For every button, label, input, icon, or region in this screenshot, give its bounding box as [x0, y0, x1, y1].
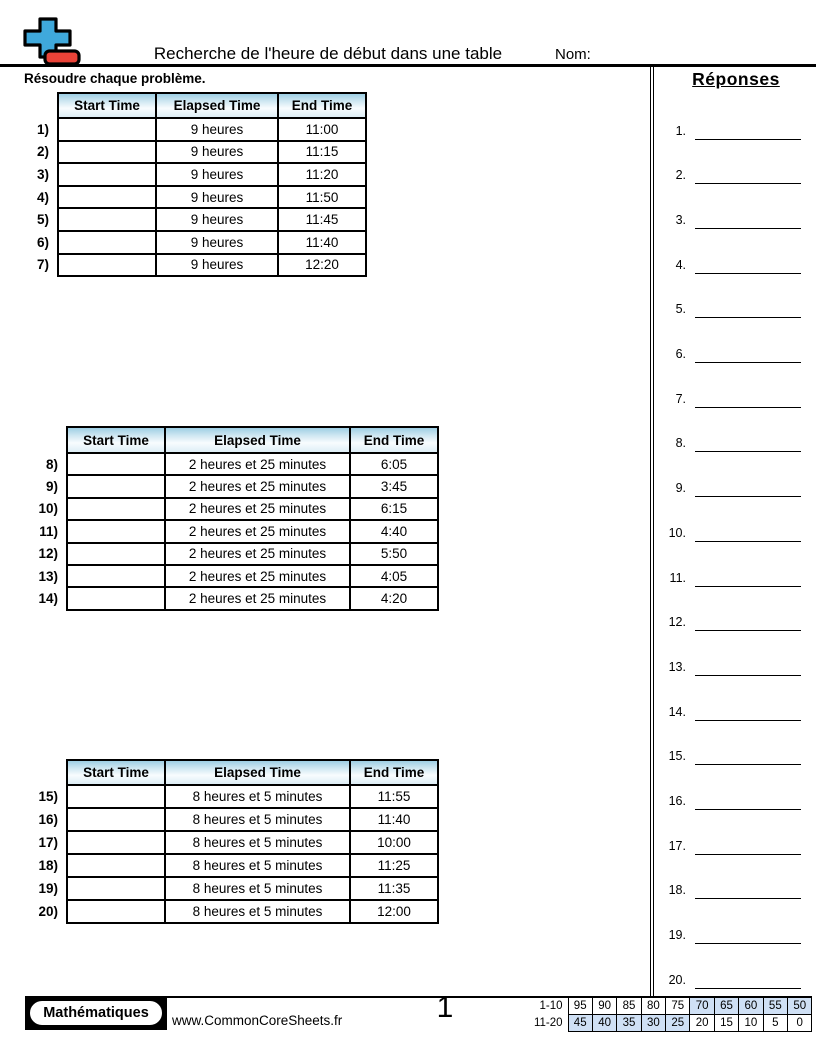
answer-blank-line — [695, 615, 801, 631]
score-row — [530, 998, 812, 1015]
answer-number: 18. — [668, 883, 686, 898]
problem-number: 7) — [36, 257, 49, 273]
score-cell: 75 — [666, 998, 690, 1015]
table-row — [24, 475, 438, 497]
answer-blank-line — [695, 705, 801, 721]
answer-item — [655, 839, 801, 861]
score-cell: 80 — [641, 998, 665, 1015]
answer-blank-line — [695, 526, 801, 542]
score-cell: 20 — [690, 1015, 714, 1032]
answer-blank-line — [695, 124, 801, 140]
brand-name: Mathématiques — [28, 999, 164, 1027]
end-time-cell: 11:55 — [350, 785, 438, 808]
score-cell: 45 — [568, 1015, 592, 1032]
answer-number: 1. — [675, 123, 686, 138]
problem-number: 6) — [36, 234, 49, 250]
answer-number: 5. — [675, 302, 686, 317]
header-spacer — [24, 760, 67, 785]
elapsed-time-cell: 9 heures — [156, 186, 278, 209]
page-title: Recherche de l'heure de début dans une table — [153, 44, 503, 63]
start-time-cell — [58, 163, 156, 186]
table-row — [24, 808, 438, 831]
end-time-cell: 12:20 — [278, 254, 366, 277]
start-time-cell — [67, 831, 165, 854]
end-time-cell: 11:40 — [350, 808, 438, 831]
problem-number: 20) — [38, 904, 58, 919]
table-row — [24, 854, 438, 877]
score-range-label: 1-10 — [539, 1000, 563, 1012]
score-cell: 0 — [788, 1015, 812, 1032]
answer-blank-line — [695, 839, 801, 855]
problem-number: 13) — [38, 568, 58, 584]
end-time-cell: 11:50 — [278, 186, 366, 209]
header-divider — [0, 64, 816, 67]
start-time-cell — [67, 475, 165, 497]
answer-blank-line — [695, 794, 801, 810]
score-cell: 10 — [739, 1015, 763, 1032]
table-row — [24, 565, 438, 587]
header-spacer — [24, 93, 58, 118]
start-time-cell — [67, 854, 165, 877]
header-spacer — [24, 427, 67, 453]
problem-number: 9) — [45, 479, 58, 495]
score-cell: 40 — [592, 1015, 616, 1032]
elapsed-time-cell: 2 heures et 25 minutes — [165, 453, 350, 475]
answer-blank-line — [695, 481, 801, 497]
end-time-cell: 11:40 — [278, 231, 366, 254]
start-time-cell — [67, 785, 165, 808]
answer-number: 9. — [675, 481, 686, 496]
problem-number: 12) — [38, 546, 58, 562]
start-time-cell — [67, 877, 165, 900]
column-header-end-time: End Time — [350, 760, 438, 785]
answer-item — [655, 705, 801, 727]
score-cell: 70 — [690, 998, 714, 1015]
column-header-start-time: Start Time — [67, 427, 165, 453]
answer-number: 14. — [668, 704, 686, 719]
elapsed-time-cell: 2 heures et 25 minutes — [165, 587, 350, 609]
elapsed-time-cell: 8 heures et 5 minutes — [165, 877, 350, 900]
page-number: 1 — [436, 991, 454, 1024]
answer-number: 6. — [675, 347, 686, 361]
answer-item — [655, 973, 801, 995]
elapsed-time-cell: 8 heures et 5 minutes — [165, 808, 350, 831]
table-row — [24, 208, 366, 231]
start-time-cell — [67, 498, 165, 520]
answer-number: 17. — [668, 838, 686, 853]
problem-number: 17) — [38, 835, 58, 850]
column-header-elapsed-time: Elapsed Time — [165, 427, 350, 453]
table-row — [24, 141, 366, 164]
elapsed-time-cell: 2 heures et 25 minutes — [165, 565, 350, 587]
elapsed-time-cell: 2 heures et 25 minutes — [165, 543, 350, 565]
answer-item — [655, 213, 801, 235]
elapsed-time-cell: 9 heures — [156, 231, 278, 254]
table-row — [24, 900, 438, 923]
end-time-cell: 11:20 — [278, 163, 366, 186]
end-time-cell: 11:45 — [278, 208, 366, 231]
score-cell: 30 — [641, 1015, 665, 1032]
answer-number: 3. — [675, 212, 686, 227]
start-time-cell — [58, 254, 156, 277]
elapsed-time-cell: 9 heures — [156, 208, 278, 231]
table-row — [24, 877, 438, 900]
end-time-cell: 11:35 — [350, 877, 438, 900]
start-time-cell — [58, 118, 156, 141]
answer-item — [655, 660, 801, 682]
score-cell: 25 — [666, 1015, 690, 1032]
score-cell: 15 — [714, 1015, 738, 1032]
answer-item — [655, 749, 801, 771]
answer-number: 10. — [668, 525, 686, 540]
score-cell: 50 — [788, 998, 812, 1015]
start-time-cell — [67, 587, 165, 609]
table-row — [24, 785, 438, 808]
answer-blank-line — [695, 660, 801, 676]
elapsed-time-cell: 9 heures — [156, 141, 278, 164]
column-header-elapsed-time: Elapsed Time — [165, 760, 350, 785]
table-row — [24, 163, 366, 186]
website-url: www.CommonCoreSheets.fr — [172, 1013, 343, 1028]
answer-item — [655, 392, 801, 414]
answer-blank-line — [695, 749, 801, 765]
end-time-cell: 10:00 — [350, 831, 438, 854]
answer-item — [655, 883, 801, 905]
answer-item — [655, 302, 801, 324]
elapsed-time-cell: 2 heures et 25 minutes — [165, 520, 350, 542]
start-time-cell — [58, 231, 156, 254]
answer-blank-line — [695, 392, 801, 408]
elapsed-time-cell: 8 heures et 5 minutes — [165, 785, 350, 808]
end-time-cell: 6:05 — [350, 453, 438, 475]
end-time-cell: 3:45 — [350, 475, 438, 497]
problems-table — [24, 92, 367, 277]
answer-blank-line — [695, 258, 801, 274]
answer-item — [655, 526, 801, 548]
brand-logo — [25, 996, 167, 1030]
score-cell: 55 — [763, 998, 787, 1015]
column-header-elapsed-time: Elapsed Time — [156, 93, 278, 118]
answer-blank-line — [695, 436, 801, 452]
end-time-cell: 4:20 — [350, 587, 438, 609]
score-cell: 95 — [568, 998, 592, 1015]
answer-number: 11. — [669, 570, 686, 585]
answer-item — [655, 124, 801, 146]
column-header-end-time: End Time — [278, 93, 366, 118]
score-cell: 60 — [739, 998, 763, 1015]
answer-item — [655, 928, 801, 950]
elapsed-time-cell: 8 heures et 5 minutes — [165, 900, 350, 923]
end-time-cell: 4:05 — [350, 565, 438, 587]
score-cell: 65 — [714, 998, 738, 1015]
start-time-cell — [67, 900, 165, 923]
answer-item — [655, 481, 801, 503]
table-row — [24, 118, 366, 141]
elapsed-time-cell: 2 heures et 25 minutes — [165, 475, 350, 497]
answer-number: 8. — [675, 436, 686, 451]
score-cell: 35 — [617, 1015, 641, 1032]
answers-title: Réponses — [692, 69, 780, 89]
column-header-start-time: Start Time — [58, 93, 156, 118]
start-time-cell — [67, 808, 165, 831]
elapsed-time-cell: 8 heures et 5 minutes — [165, 831, 350, 854]
problem-number: 19) — [38, 881, 58, 896]
table-row — [24, 453, 438, 475]
answer-number: 13. — [668, 659, 686, 674]
answer-blank-line — [695, 928, 801, 944]
elapsed-time-cell: 8 heures et 5 minutes — [165, 854, 350, 877]
answer-item — [655, 168, 801, 190]
start-time-cell — [58, 208, 156, 231]
score-cell: 5 — [763, 1015, 787, 1032]
problem-number: 8) — [45, 456, 58, 472]
problem-number: 4) — [36, 189, 49, 205]
score-range-label: 11-20 — [533, 1017, 563, 1029]
answer-number: 20. — [668, 972, 686, 987]
end-time-cell: 11:00 — [278, 118, 366, 141]
answer-number: 2. — [675, 168, 686, 183]
problem-number: 5) — [36, 212, 49, 228]
answer-blank-line — [695, 168, 801, 184]
table-row — [24, 831, 438, 854]
answer-blank-line — [695, 347, 801, 363]
table-row — [24, 186, 366, 209]
vertical-divider — [650, 67, 654, 996]
name-label: Nom: — [555, 46, 591, 63]
problem-number: 18) — [38, 858, 58, 873]
answer-number: 12. — [668, 615, 686, 630]
start-time-cell — [67, 565, 165, 587]
start-time-cell — [67, 453, 165, 475]
table-row — [24, 543, 438, 565]
answer-item — [655, 436, 801, 458]
answer-item — [655, 615, 801, 637]
start-time-cell — [58, 141, 156, 164]
answer-blank-line — [695, 883, 801, 899]
end-time-cell: 5:50 — [350, 543, 438, 565]
end-time-cell: 4:40 — [350, 520, 438, 542]
score-reference-table — [530, 997, 812, 1032]
answer-blank-line — [695, 571, 801, 587]
column-header-end-time: End Time — [350, 427, 438, 453]
table-row — [24, 254, 366, 277]
table-row — [24, 587, 438, 609]
end-time-cell: 11:25 — [350, 854, 438, 877]
column-header-start-time: Start Time — [67, 760, 165, 785]
elapsed-time-cell: 9 heures — [156, 163, 278, 186]
answer-number: 4. — [675, 257, 686, 272]
problem-number: 2) — [36, 144, 49, 160]
answer-blank-line — [695, 973, 801, 989]
score-cell: 90 — [592, 998, 616, 1015]
problem-number: 16) — [38, 812, 58, 827]
table-row — [24, 231, 366, 254]
answer-number: 16. — [668, 794, 686, 808]
problem-number: 3) — [36, 166, 49, 182]
answer-item — [655, 571, 801, 593]
problem-number: 10) — [38, 501, 58, 517]
elapsed-time-cell: 2 heures et 25 minutes — [165, 498, 350, 520]
elapsed-time-cell: 9 heures — [156, 254, 278, 277]
start-time-cell — [67, 520, 165, 542]
problem-number: 11) — [39, 523, 58, 539]
answer-number: 7. — [675, 391, 686, 406]
answer-blank-line — [695, 302, 801, 318]
score-cell: 85 — [617, 998, 641, 1015]
end-time-cell: 11:15 — [278, 141, 366, 164]
problems-table — [24, 759, 439, 924]
answer-blank-line — [695, 213, 801, 229]
answer-item — [655, 258, 801, 280]
problems-table — [24, 426, 439, 611]
answer-item — [655, 347, 801, 369]
problem-number: 1) — [36, 121, 49, 137]
instruction-text: Résoudre chaque problème. — [24, 71, 206, 86]
start-time-cell — [58, 186, 156, 209]
end-time-cell: 12:00 — [350, 900, 438, 923]
start-time-cell — [67, 543, 165, 565]
table-row — [24, 498, 438, 520]
problem-number: 14) — [38, 591, 58, 607]
table-row — [24, 520, 438, 542]
end-time-cell: 6:15 — [350, 498, 438, 520]
elapsed-time-cell: 9 heures — [156, 118, 278, 141]
answer-number: 19. — [668, 928, 686, 943]
score-row — [530, 1015, 812, 1032]
answer-number: 15. — [668, 749, 686, 764]
problem-number: 15) — [38, 789, 58, 804]
answer-item — [655, 794, 801, 816]
